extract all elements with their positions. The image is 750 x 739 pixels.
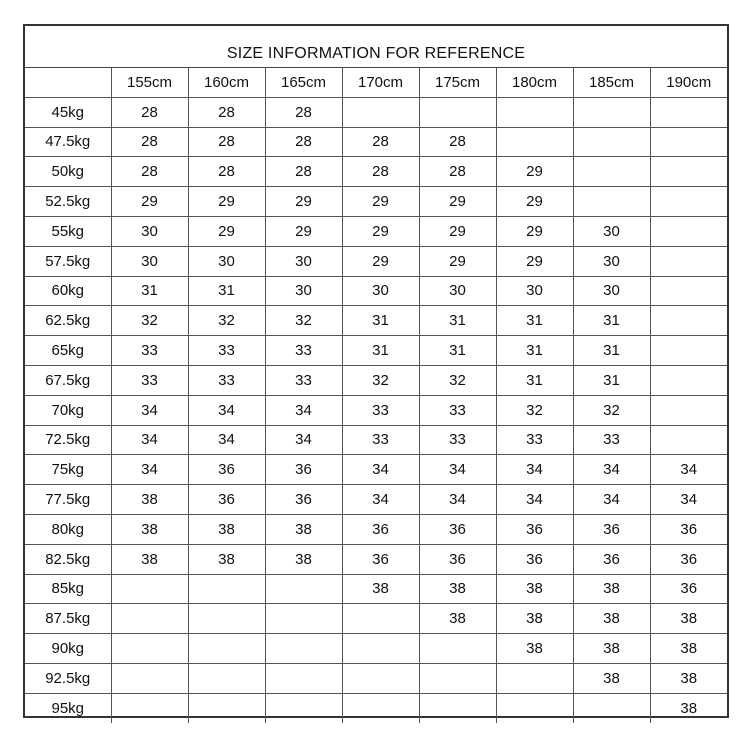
- size-cell: 28: [188, 157, 265, 187]
- size-cell: 38: [573, 574, 650, 604]
- size-cell: 38: [496, 634, 573, 664]
- size-cell: 38: [573, 634, 650, 664]
- size-cell: 30: [342, 276, 419, 306]
- size-cell: 38: [419, 574, 496, 604]
- weight-label: 72.5kg: [25, 425, 111, 455]
- size-cell: 31: [419, 306, 496, 336]
- size-cell: [650, 276, 727, 306]
- size-cell: 29: [419, 187, 496, 217]
- size-cell: 32: [496, 395, 573, 425]
- size-cell: 29: [188, 187, 265, 217]
- weight-label: 80kg: [25, 514, 111, 544]
- size-cell: 33: [419, 425, 496, 455]
- corner-cell: [25, 68, 111, 97]
- height-header: 160cm: [188, 68, 265, 97]
- size-cell: 36: [496, 514, 573, 544]
- size-cell: [650, 395, 727, 425]
- chart-title: SIZE INFORMATION FOR REFERENCE: [25, 26, 727, 68]
- size-cell: 34: [188, 425, 265, 455]
- size-cell: [342, 604, 419, 634]
- table-row: [25, 216, 727, 246]
- size-cell: 36: [342, 544, 419, 574]
- table-row: [25, 514, 727, 544]
- table-row: [25, 365, 727, 395]
- size-cell: 28: [342, 157, 419, 187]
- table-row: [25, 97, 727, 127]
- table-row: [25, 127, 727, 157]
- size-cell: [342, 97, 419, 127]
- table-row: [25, 157, 727, 187]
- size-cell: 38: [111, 485, 188, 515]
- size-cell: 30: [265, 246, 342, 276]
- size-chart: [23, 24, 729, 718]
- size-cell: 33: [188, 365, 265, 395]
- size-cell: [342, 693, 419, 722]
- size-cell: 38: [573, 663, 650, 693]
- size-cell: 32: [342, 365, 419, 395]
- size-cell: 32: [111, 306, 188, 336]
- size-cell: [496, 693, 573, 722]
- size-cell: 38: [111, 514, 188, 544]
- weight-label: 87.5kg: [25, 604, 111, 634]
- size-cell: 30: [573, 276, 650, 306]
- size-cell: 38: [188, 544, 265, 574]
- size-cell: 38: [419, 604, 496, 634]
- table-row: [25, 246, 727, 276]
- weight-label: 70kg: [25, 395, 111, 425]
- size-cell: 33: [342, 425, 419, 455]
- size-cell: 31: [188, 276, 265, 306]
- size-cell: 31: [111, 276, 188, 306]
- height-header: 180cm: [496, 68, 573, 97]
- size-cell: 36: [342, 514, 419, 544]
- size-cell: 38: [265, 544, 342, 574]
- size-cell: 34: [265, 425, 342, 455]
- size-cell: 31: [419, 336, 496, 366]
- weight-label: 77.5kg: [25, 485, 111, 515]
- size-cell: 33: [496, 425, 573, 455]
- size-cell: [573, 693, 650, 722]
- size-cell: 33: [342, 395, 419, 425]
- size-cell: [650, 97, 727, 127]
- table-row: [25, 306, 727, 336]
- size-cell: 33: [111, 336, 188, 366]
- size-cell: 30: [573, 216, 650, 246]
- size-cell: 31: [573, 365, 650, 395]
- size-cell: 32: [188, 306, 265, 336]
- size-cell: 30: [188, 246, 265, 276]
- size-cell: 28: [111, 157, 188, 187]
- size-cell: 32: [265, 306, 342, 336]
- size-cell: 28: [419, 127, 496, 157]
- weight-label: 92.5kg: [25, 663, 111, 693]
- size-cell: 29: [342, 246, 419, 276]
- size-cell: 31: [342, 306, 419, 336]
- size-cell: [265, 604, 342, 634]
- size-cell: 33: [265, 365, 342, 395]
- table-row: [25, 634, 727, 664]
- size-cell: 34: [496, 485, 573, 515]
- size-cell: 34: [496, 455, 573, 485]
- size-cell: 28: [265, 127, 342, 157]
- size-cell: 38: [496, 604, 573, 634]
- size-cell: 36: [265, 455, 342, 485]
- size-cell: 29: [496, 246, 573, 276]
- size-cell: 38: [496, 574, 573, 604]
- size-cell: 30: [496, 276, 573, 306]
- size-cell: 29: [496, 216, 573, 246]
- size-cell: 36: [188, 485, 265, 515]
- size-cell: [188, 604, 265, 634]
- size-cell: [650, 336, 727, 366]
- header-row: [25, 68, 727, 97]
- size-cell: 34: [650, 455, 727, 485]
- size-cell: 34: [111, 455, 188, 485]
- size-cell: 34: [111, 425, 188, 455]
- size-cell: 36: [650, 544, 727, 574]
- table-row: [25, 336, 727, 366]
- table-row: [25, 663, 727, 693]
- size-cell: [419, 663, 496, 693]
- size-cell: 36: [573, 514, 650, 544]
- size-cell: 31: [573, 336, 650, 366]
- table-row: [25, 574, 727, 604]
- size-cell: [650, 157, 727, 187]
- size-cell: [419, 634, 496, 664]
- size-cell: [342, 663, 419, 693]
- size-cell: 32: [573, 395, 650, 425]
- size-cell: [265, 574, 342, 604]
- size-cell: 28: [342, 127, 419, 157]
- size-table: [25, 68, 727, 723]
- height-header: 190cm: [650, 68, 727, 97]
- size-cell: 34: [342, 485, 419, 515]
- size-cell: 38: [650, 663, 727, 693]
- weight-label: 65kg: [25, 336, 111, 366]
- size-cell: 36: [650, 574, 727, 604]
- size-cell: 34: [650, 485, 727, 515]
- size-cell: 33: [573, 425, 650, 455]
- height-header: 155cm: [111, 68, 188, 97]
- size-cell: 30: [419, 276, 496, 306]
- size-cell: [342, 634, 419, 664]
- size-cell: 29: [265, 216, 342, 246]
- size-cell: 31: [496, 365, 573, 395]
- size-cell: 29: [342, 187, 419, 217]
- weight-label: 60kg: [25, 276, 111, 306]
- size-cell: 29: [496, 157, 573, 187]
- size-cell: [111, 604, 188, 634]
- table-row: [25, 455, 727, 485]
- size-cell: [111, 574, 188, 604]
- table-row: [25, 544, 727, 574]
- size-cell: 30: [573, 246, 650, 276]
- size-cell: 33: [419, 395, 496, 425]
- size-cell: 32: [419, 365, 496, 395]
- size-cell: [419, 693, 496, 722]
- size-cell: 29: [111, 187, 188, 217]
- size-cell: 34: [419, 485, 496, 515]
- size-cell: [573, 97, 650, 127]
- size-cell: [111, 663, 188, 693]
- size-cell: [111, 693, 188, 722]
- weight-label: 75kg: [25, 455, 111, 485]
- size-cell: 33: [188, 336, 265, 366]
- size-cell: [265, 634, 342, 664]
- size-cell: [496, 663, 573, 693]
- size-cell: 28: [111, 127, 188, 157]
- size-cell: 30: [111, 216, 188, 246]
- height-header: 165cm: [265, 68, 342, 97]
- size-cell: [188, 574, 265, 604]
- size-cell: 29: [265, 187, 342, 217]
- height-header: 185cm: [573, 68, 650, 97]
- table-row: [25, 395, 727, 425]
- size-cell: 29: [342, 216, 419, 246]
- size-cell: [650, 216, 727, 246]
- table-row: [25, 693, 727, 722]
- size-cell: 36: [496, 544, 573, 574]
- weight-label: 90kg: [25, 634, 111, 664]
- size-cell: 36: [265, 485, 342, 515]
- size-cell: 36: [419, 514, 496, 544]
- weight-label: 95kg: [25, 693, 111, 722]
- size-cell: 31: [573, 306, 650, 336]
- size-cell: 34: [188, 395, 265, 425]
- table-row: [25, 485, 727, 515]
- size-cell: [188, 693, 265, 722]
- size-cell: 36: [188, 455, 265, 485]
- size-cell: 34: [111, 395, 188, 425]
- size-cell: 34: [342, 455, 419, 485]
- weight-label: 67.5kg: [25, 365, 111, 395]
- weight-label: 62.5kg: [25, 306, 111, 336]
- height-header: 175cm: [419, 68, 496, 97]
- size-cell: 33: [111, 365, 188, 395]
- size-cell: 34: [573, 485, 650, 515]
- weight-label: 85kg: [25, 574, 111, 604]
- table-row: [25, 604, 727, 634]
- table-row: [25, 187, 727, 217]
- size-cell: 36: [573, 544, 650, 574]
- table-row: [25, 276, 727, 306]
- size-cell: 28: [188, 127, 265, 157]
- size-cell: 38: [573, 604, 650, 634]
- weight-label: 57.5kg: [25, 246, 111, 276]
- size-cell: [419, 97, 496, 127]
- height-header: 170cm: [342, 68, 419, 97]
- weight-label: 55kg: [25, 216, 111, 246]
- size-cell: 31: [496, 336, 573, 366]
- size-cell: 29: [419, 216, 496, 246]
- size-cell: [188, 634, 265, 664]
- size-cell: 30: [265, 276, 342, 306]
- size-cell: 31: [342, 336, 419, 366]
- size-cell: [496, 97, 573, 127]
- size-cell: 38: [188, 514, 265, 544]
- size-cell: [650, 187, 727, 217]
- size-cell: 36: [650, 514, 727, 544]
- size-cell: 28: [111, 97, 188, 127]
- size-cell: 36: [419, 544, 496, 574]
- weight-label: 45kg: [25, 97, 111, 127]
- size-cell: 29: [496, 187, 573, 217]
- size-cell: 28: [188, 97, 265, 127]
- size-cell: 33: [265, 336, 342, 366]
- size-cell: 38: [265, 514, 342, 544]
- size-cell: [496, 127, 573, 157]
- size-cell: 28: [265, 97, 342, 127]
- size-cell: 34: [573, 455, 650, 485]
- size-cell: [265, 663, 342, 693]
- size-cell: [111, 634, 188, 664]
- size-cell: [650, 425, 727, 455]
- size-cell: [265, 693, 342, 722]
- size-cell: 31: [496, 306, 573, 336]
- table-row: [25, 425, 727, 455]
- size-cell: 29: [419, 246, 496, 276]
- size-cell: 38: [342, 574, 419, 604]
- size-cell: 38: [111, 544, 188, 574]
- size-cell: 38: [650, 693, 727, 722]
- size-cell: [650, 127, 727, 157]
- size-cell: 38: [650, 634, 727, 664]
- size-cell: 28: [419, 157, 496, 187]
- size-cell: [650, 365, 727, 395]
- size-cell: 28: [265, 157, 342, 187]
- size-cell: 34: [265, 395, 342, 425]
- size-cell: [650, 306, 727, 336]
- size-cell: [573, 187, 650, 217]
- size-cell: [573, 157, 650, 187]
- size-cell: 30: [111, 246, 188, 276]
- size-cell: [188, 663, 265, 693]
- weight-label: 52.5kg: [25, 187, 111, 217]
- size-cell: [650, 246, 727, 276]
- size-cell: 38: [650, 604, 727, 634]
- weight-label: 47.5kg: [25, 127, 111, 157]
- size-cell: [573, 127, 650, 157]
- size-cell: 29: [188, 216, 265, 246]
- weight-label: 82.5kg: [25, 544, 111, 574]
- size-cell: 34: [419, 455, 496, 485]
- weight-label: 50kg: [25, 157, 111, 187]
